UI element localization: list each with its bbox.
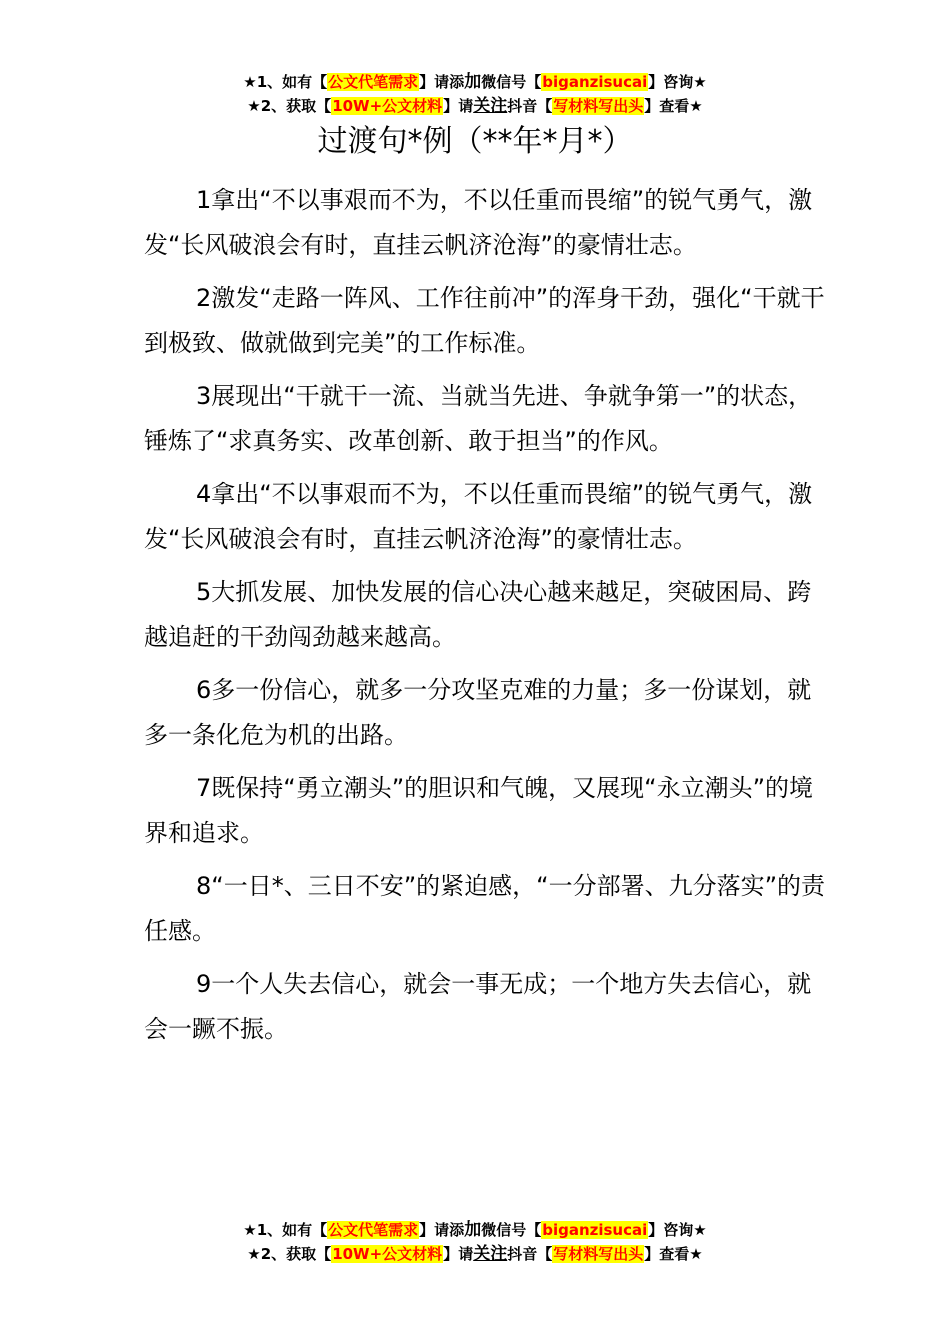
highlight-service: 公文代笔需求 (328, 1221, 419, 1239)
paragraph-2: 2激发“走路一阵风、工作往前冲”的浑身干劲，强化“干就干到极致、做就做到完美”的工作标准。 (144, 284, 825, 357)
footer-banner-line-1 (0, 1218, 950, 1242)
document-title: 过渡句*例（**年*月*） (317, 124, 633, 159)
highlight-materials: 10W+公文材料 (332, 1245, 443, 1263)
star-icon: ★ (693, 1221, 707, 1239)
star-icon: ★ (689, 1245, 703, 1263)
header-banner (0, 70, 950, 118)
banner-text: 2、获取【 (260, 97, 332, 115)
star-icon: ★ (689, 97, 703, 115)
document-body (144, 178, 834, 1060)
banner-emphasis: 关注 (473, 1244, 508, 1264)
banner-text: 】查看 (644, 97, 690, 115)
banner-text: 微信号【 (481, 1221, 542, 1239)
header-banner-line-2 (0, 94, 950, 118)
banner-text: 】请添 (419, 1221, 465, 1239)
banner-text: 】请 (443, 97, 474, 115)
paragraph-1: 1拿出“不以事艰而不为，不以任重而畏缩”的锐气勇气，激发“长风破浪会有时，直挂云帆济沧海”的豪情壮志。 (144, 186, 813, 259)
highlight-wechat-id: biganzisucai (542, 73, 648, 91)
banner-emphasis: 关注 (473, 96, 508, 116)
footer-banner-line-2 (0, 1242, 950, 1266)
banner-text: 】咨询 (648, 73, 694, 91)
banner-emphasis: 加 (464, 1220, 482, 1240)
star-icon: ★ (247, 97, 261, 115)
footer-banner (0, 1218, 950, 1266)
banner-text: 】请 (443, 1245, 474, 1263)
paragraph-3: 3展现出“干就干一流、当就当先进、争就争第一”的状态，锤炼了“求真务实、改革创新、敢于担当”的作风。 (144, 382, 813, 455)
banner-text: 1、如有【 (256, 1221, 328, 1239)
banner-text: 微信号【 (481, 73, 542, 91)
banner-text: 】请添 (419, 73, 465, 91)
star-icon: ★ (693, 73, 707, 91)
paragraph-5: 5大抓发展、加快发展的信心决心越来越足，突破困局、跨越追赶的干劲闯劲越来越高。 (144, 578, 812, 651)
header-banner-line-1 (0, 70, 950, 94)
star-icon: ★ (243, 1221, 257, 1239)
banner-text: 2、获取【 (260, 1245, 332, 1263)
banner-emphasis: 加 (464, 72, 482, 92)
highlight-wechat-id: biganzisucai (542, 1221, 648, 1239)
banner-text: 抖音【 (507, 1245, 553, 1263)
paragraph-8: 8“一日*、三日不安”的紧迫感，“一分部署、九分落实”的责任感。 (144, 872, 826, 945)
star-icon: ★ (243, 73, 257, 91)
paragraph-7: 7既保持“勇立潮头”的胆识和气魄，又展现“永立潮头”的境界和追求。 (144, 774, 814, 847)
banner-text: 1、如有【 (256, 73, 328, 91)
paragraph-6: 6多一份信心，就多一分攻坚克难的力量；多一份谋划，就多一条化危为机的出路。 (144, 676, 812, 749)
banner-text: 】查看 (644, 1245, 690, 1263)
highlight-service: 公文代笔需求 (328, 73, 419, 91)
highlight-douyin-account: 写材料写出头 (553, 1245, 644, 1263)
highlight-douyin-account: 写材料写出头 (553, 97, 644, 115)
banner-text: 】咨询 (648, 1221, 694, 1239)
banner-text: 抖音【 (507, 97, 553, 115)
paragraph-4: 4拿出“不以事艰而不为，不以任重而畏缩”的锐气勇气，激发“长风破浪会有时，直挂云帆济沧海”的豪情壮志。 (144, 480, 813, 553)
highlight-materials: 10W+公文材料 (332, 97, 443, 115)
paragraph-9: 9一个人失去信心，就会一事无成；一个地方失去信心，就会一蹶不振。 (144, 970, 812, 1043)
star-icon: ★ (247, 1245, 261, 1263)
